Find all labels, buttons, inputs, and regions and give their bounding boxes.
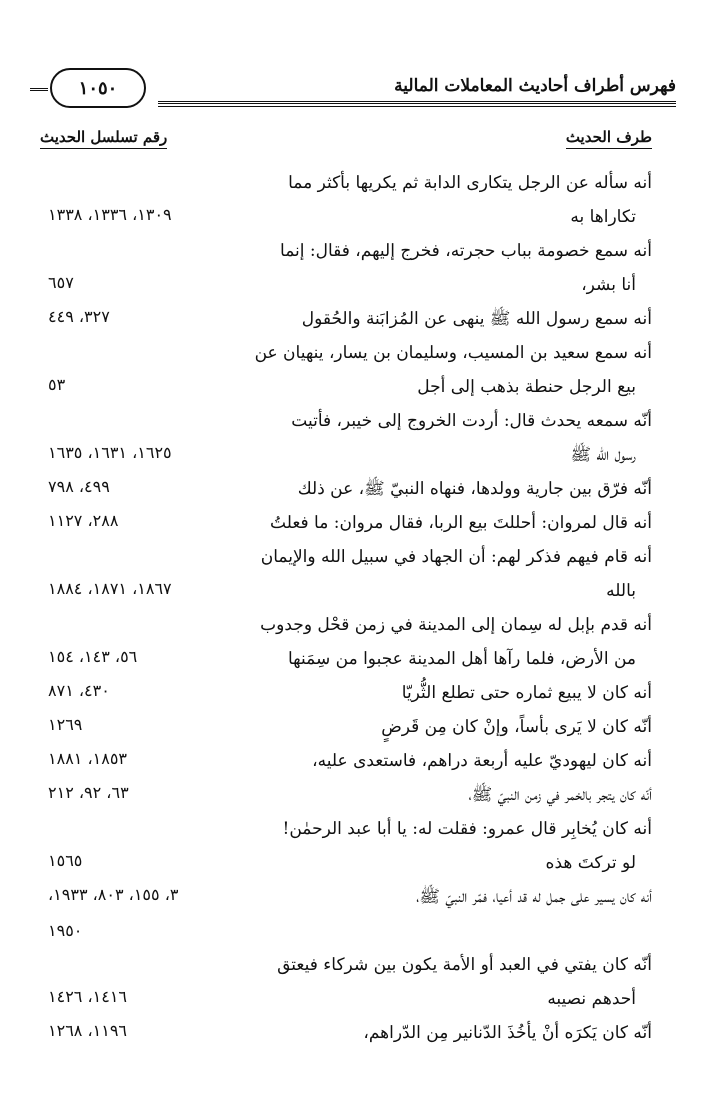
sequence-numbers: ١٥٦٥ (48, 851, 83, 870)
index-entry (40, 472, 652, 506)
hadith-incipit-continued: تكاراها به (570, 207, 636, 227)
hadith-incipit: أنه قدم بإبل له سِمان إلى المدينة في زمن قحْل وجدوب (260, 615, 652, 635)
sequence-numbers: ١١٩٦، ١٢٦٨ (48, 1021, 127, 1040)
index-entry (40, 948, 652, 1016)
sequence-numbers: ٥٦، ١٤٣، ١٥٤ (48, 647, 138, 666)
index-entry (40, 506, 652, 540)
sequence-column-heading: رقم تسلسل الحديث (40, 128, 167, 149)
hadith-incipit: أنه كان يُخابِر قال عمرو: فقلت له: يا أبا عبد الرحمٰن! (282, 819, 652, 839)
index-entry (40, 1016, 652, 1050)
hadith-incipit: أنه سمع رسول الله ﷺ ينهى عن المُزابَنة والحُقول (301, 309, 652, 329)
index-entry (40, 540, 652, 608)
hadith-incipit-continued: بالله (606, 581, 636, 601)
hadith-incipit-continued: من الأرض، فلما رآها أهل المدينة عجبوا من سِمَنها (288, 649, 636, 669)
sequence-numbers-continued: ١٩٥٠ (48, 921, 83, 940)
index-entry (40, 234, 652, 302)
sequence-numbers: ٦٥٧ (48, 273, 74, 292)
index-entry (40, 166, 652, 234)
hadith-incipit: أنه سمع خصومة بباب حجرته، فخرج إليهم، فقال: إنما (280, 241, 652, 261)
hadith-incipit: أنّه سمعه يحدث قال: أردت الخروج إلى خيبر، فأتيت (291, 411, 652, 431)
hadith-incipit-continued: رسول الله ﷺ (570, 445, 636, 465)
hadith-incipit: أنّه كان لا يَرى بأساً، وإنْ كان مِن قَرضٍ (381, 717, 652, 737)
page-title: فهرس أطراف أحاديث المعاملات المالية (394, 76, 676, 96)
index-entry (40, 744, 652, 778)
hadith-incipit: أنّه فرّق بين جارية وولدها، فنهاه النبيّ ﷺ، عن ذلك (297, 479, 652, 499)
hadith-incipit-continued: بيع الرجل حنطة بذهب إلى أجل (417, 377, 636, 397)
sequence-numbers: ١٤١٦، ١٤٢٦ (48, 987, 127, 1006)
index-entry (40, 676, 652, 710)
hadith-incipit: أنه سأله عن الرجل يتكارى الدابة ثم يكريها بأكثر مما (288, 173, 652, 193)
hadith-incipit: أنّه كان يتجر بالخمر في زمن النبيّ ﷺ، (468, 785, 652, 805)
hadith-incipit: أنه قام فيهم فذكر لهم: أن الجهاد في سبيل الله والإيمان (260, 547, 652, 567)
sequence-numbers: ١٢٦٩ (48, 715, 83, 734)
sequence-numbers: ٢٨٨، ١١٢٧ (48, 511, 119, 530)
page-number: ١٠٥٠ (50, 68, 146, 108)
header-rule-thin (158, 106, 676, 107)
hadith-incipit-continued: أحدهم نصيبه (547, 989, 636, 1009)
hadith-incipit-continued: لو تركتَ هذه (545, 853, 636, 873)
sequence-numbers: ١٣٠٩، ١٣٣٦، ١٣٣٨ (48, 205, 172, 224)
header-dash (30, 88, 48, 91)
hadith-incipit-continued: أنا بشر، (581, 275, 636, 295)
hadith-incipit: أنه كان لا يبيع ثماره حتى تطلع الثُّريّا (401, 683, 652, 703)
index-entry (40, 302, 652, 336)
hadith-incipit: أنه كان ليهوديّ عليه أربعة دراهم، فاستعدى عليه، (312, 751, 652, 771)
sequence-numbers: ٤٩٩، ٧٩٨ (48, 477, 110, 496)
hadith-column-heading: طرف الحديث (566, 128, 652, 149)
sequence-numbers: ٦٣، ٩٢، ٢١٢ (48, 783, 129, 802)
hadith-incipit: أنّه كان يفتي في العبد أو الأمة يكون بين شركاء فيعتق (277, 955, 652, 975)
hadith-incipit: أنه قال لمروان: أحللتَ بيع الربا، فقال مروان: ما فعلتُ (270, 513, 652, 533)
index-entry (40, 710, 652, 744)
sequence-numbers: ٣٢٧، ٤٤٩ (48, 307, 110, 326)
header-rule (158, 101, 676, 104)
index-entry (40, 812, 652, 880)
sequence-numbers: ٤٣٠، ٨٧١ (48, 681, 110, 700)
hadith-incipit: أنه كان يسير على جمل له قد أعيا، فمّر النبيّ ﷺ، (416, 887, 652, 907)
sequence-numbers: ٣، ١٥٥، ٨٠٣، ١٩٣٣، (48, 885, 179, 904)
hadith-incipit: أنّه كان يَكرَه أنْ يأخُذَ الدّنانير مِن الدّراهم، (363, 1023, 652, 1043)
index-entry (40, 778, 652, 812)
index-entry (40, 608, 652, 676)
column-headers (40, 128, 652, 154)
index-entries (40, 166, 652, 1050)
index-entry (40, 404, 652, 472)
index-entry (40, 336, 652, 404)
index-entry (40, 880, 652, 948)
page-header (30, 62, 676, 112)
sequence-numbers: ٥٣ (48, 375, 66, 394)
sequence-numbers: ١٨٦٧، ١٨٧١، ١٨٨٤ (48, 579, 172, 598)
sequence-numbers: ١٨٥٣، ١٨٨١ (48, 749, 127, 768)
sequence-numbers: ١٦٢٥، ١٦٣١، ١٦٣٥ (48, 443, 172, 462)
hadith-incipit: أنه سمع سعيد بن المسيب، وسليمان بن يسار، ينهيان عن (254, 343, 652, 363)
